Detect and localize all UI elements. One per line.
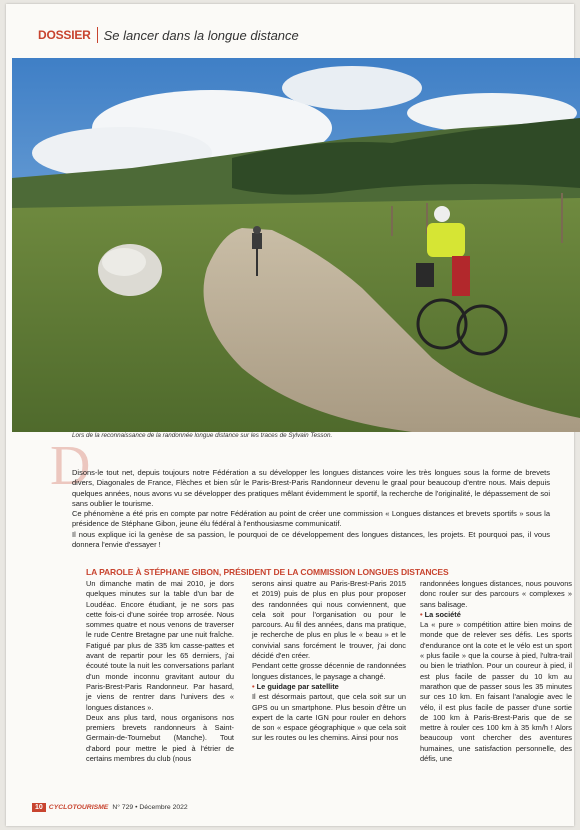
body-paragraph: Deux ans plus tard, nous organisons nos premiers brevets randonneurs à Saint-Germain-de-Tournebut (Manche). Tout d'abord pour mettre le pied à l'étrier de certains membres du club (nous [86, 712, 234, 764]
body-paragraph: Un dimanche matin de mai 2010, je dors quelques minutes sur la table d'un bar de Loudéac. Encore étudiant, je ne sors pas cette fois-ci d'une soirée trop arrosée. Nous sommes quatre et nous venons de traverser le rude Centre Bretagne par une nuit fraîche. Fatigué par plus de 335 km casse-pattes et avant de repartir pour les 65 derniers, j'ai écouté toute la nuit les conversations parlant d'un monde inconnu gravitant autour du Paris-Brest-Paris Randonneur. Par hasard, je viens de rentrer dans l'univers des « longues distances ». [86, 579, 234, 712]
photo-caption: Lors de la reconnaissance de la randonnée longue distance sur les traces de Sylvain Tesson. [72, 432, 333, 439]
section-heading: LA PAROLE À STÉPHANE GIBON, PRÉSIDENT DE LA COMMISSION LONGUES DISTANCES [86, 567, 449, 577]
subheading: Le guidage par satellite [256, 681, 339, 691]
subheading-line [252, 682, 406, 692]
body-paragraph: serons ainsi quatre au Paris-Brest-Paris 2015 et 2019) puis de plus en plus pour proposer des randonnées qui nous conviennent, que cela soit pour l'organisation ou pour le parcours. Au fil des années, dans ma pratique, je recherche de plus en plus le « beau » et le convivial sans forcément le trouver, j'ai donc décidé d'en créer. [252, 579, 406, 661]
header-divider [97, 27, 98, 43]
column-1 [86, 579, 234, 764]
magazine-page [6, 4, 574, 826]
subheading-line [420, 610, 572, 620]
section-kicker: DOSSIER [38, 28, 91, 42]
column-3 [420, 579, 572, 764]
body-paragraph: Il est désormais partout, que cela soit sur un GPS ou un smartphone. Plus besoin d'être un expert de la carte IGN pour rouler en dehors de son « espace géographique » que cela soit sur les routes ou les chemins. Ainsi pour nos [252, 692, 406, 743]
cycling-photo [12, 58, 580, 432]
magazine-logo: CYCLOTOURISME [48, 804, 109, 811]
page-title: Se lancer dans la longue distance [103, 27, 299, 43]
body-paragraph: La « pure » compétition attire bien moins de monde que de relever ses défis. Les sports d'endurance ont la cote et le vélo est un sport « plus facile » que la course à pied, l'ultra-trail ou bien le triathlon. Pour un coureur à pied, il est plus facile de passer du 10 km au marathon que de passer sous les 35 minutes sur ces 10 km. En faisant l'analogie avec le vélo, il est plus facile de passer d'une sortie de 100 km à Paris-Brest-Paris que de se mettre à rouler ces 100 km à 35 km/h ! Alors beaucoup vont chercher des aventures humaines, une satisfaction personnelle, des défis, une [420, 620, 572, 764]
bullet-icon: • [420, 609, 423, 619]
body-paragraph: randonnées longues distances, nous pouvons donc rouler sur des parcours « complexes » sans balisage. [420, 579, 572, 609]
body-paragraph: Pendant cette grosse décennie de randonnées longues distances, le paysage a changé. [252, 661, 406, 681]
page-header [38, 24, 299, 46]
subheading: La société [424, 609, 461, 619]
column-2 [252, 579, 406, 744]
photo-illustration [12, 58, 580, 432]
intro-paragraph: Il nous explique ici la genèse de sa passion, le pourquoi de ce développement des longues distances, les projets. Et pourquoi pas, il vous donnera l'envie d'essayer ! [72, 529, 550, 550]
page-number: 10 [32, 803, 46, 812]
intro-paragraph: Ce phénomène a été pris en compte par notre Fédération au point de créer une commission « Longues distances et brevets sportifs » sous la présidence de Stéphane Gibon, jeune élu fédéral à l'enthousiasme communicatif. [72, 509, 550, 529]
issue-info: N° 729 • Décembre 2022 [112, 804, 188, 811]
intro-text [72, 468, 550, 550]
bullet-icon: • [252, 681, 255, 691]
intro-paragraph: Disons-le tout net, depuis toujours notre Fédération a su développer les longues distances voire les très longues sous la forme de brevets divers, Diagonales de France, Flèches et bien sûr le Paris-Brest-Paris Randonneur devenu le graal pour beaucoup d'entre nous. Mais depuis quelques années, nous avons vu se développer des pratiques mêlant évidemment le sportif, la recherche de l'originalité, le dépassement de soi sans oublier le tourisme. [72, 468, 550, 508]
page-footer [32, 803, 188, 812]
drop-cap: D [50, 435, 91, 497]
